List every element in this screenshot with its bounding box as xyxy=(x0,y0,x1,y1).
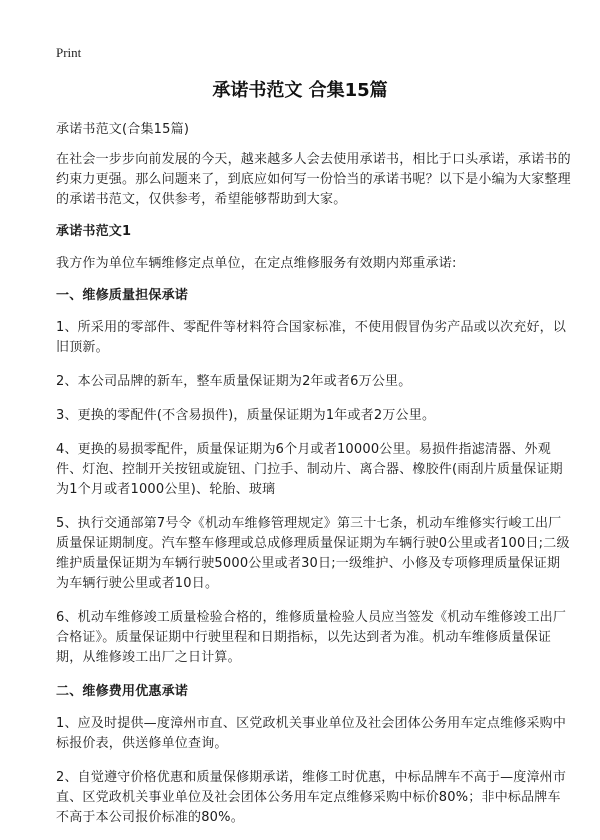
document-title: 承诺书范文 合集15篇 xyxy=(212,80,388,101)
intro-paragraph: 在社会一步步向前发展的今天，越来越多人会去使用承诺书，相比于口头承诺，承诺书的约束力更强。那么问题来了，到底应如何写一份恰当的承诺书呢？以下是小编为大家整理的承诺书范文，仅供参考，希望能够帮助到大家。 xyxy=(56,152,571,207)
document-body xyxy=(56,120,572,840)
sample-heading: 承诺书范文1 xyxy=(56,224,132,239)
clause-quality-6: 6、机动车维修竣工质量检验合格的，维修质量检验人员应当签发《机动车维修竣工出厂合格证》。质量保证期中行驶里程和日期指标，以先达到者为准。机动车维修质量保证期，从维修竣工出厂之日计算。 xyxy=(56,610,567,665)
print-link[interactable]: Print xyxy=(56,45,82,60)
clause-quality-3: 3、更换的零配件(不含易损件)，质量保证期为1年或者2万公里。 xyxy=(56,408,436,423)
commitment-statement: 我方作为单位车辆维修定点单位，在定点维修服务有效期内郑重承诺: xyxy=(56,256,457,271)
clause-quality-4: 4、更换的易损零配件，质量保证期为6个月或者10000公里。易损件指滤清器、外观件、灯泡、控制开关按钮或旋钮、门拉手、制动片、离合器、橡胶件(雨刮片质量保证期为1个月或者1000公里)、轮胎、玻璃 xyxy=(56,442,563,497)
section-heading-quality: 一、维修质量担保承诺 xyxy=(56,288,189,303)
clause-quality-2: 2、本公司品牌的新车，整车质量保证期为2年或者6万公里。 xyxy=(56,374,412,389)
clause-cost-1: 1、应及时提供—度漳州市直、区党政机关事业单位及社会团体公务用车定点维修采购中标报价表，供送修单位查询。 xyxy=(56,716,567,751)
clause-quality-5: 5、执行交通部第7号令《机动车维修管理规定》第三十七条，机动车维修实行峻工出厂质量保证期制度。汽车整车修理或总成修理质量保证期为车辆行驶0公里或者100日;二级维护质量保证期为车辆行驶5000公里或者30日;一级维护、小修及专项修理质量保证期为车辆行驶公里或者10日。 xyxy=(56,516,570,591)
section-heading-cost: 二、维修费用优惠承诺 xyxy=(56,684,189,699)
clause-quality-1: 1、所采用的零部件、零配件等材料符合国家标准，不使用假冒伪劣产品或以次充好，以旧顶新。 xyxy=(56,320,567,355)
clause-cost-2: 2、自觉遵守价格优惠和质量保修期承诺，维修工时优惠，中标品牌车不高于—度漳州市直、区党政机关事业单位及社会团体公务用车定点维修采购中标价80%；非中标品牌车不高于本公司报价标准的80%。 xyxy=(56,770,567,825)
document-subtitle: 承诺书范文(合集15篇) xyxy=(56,122,190,137)
